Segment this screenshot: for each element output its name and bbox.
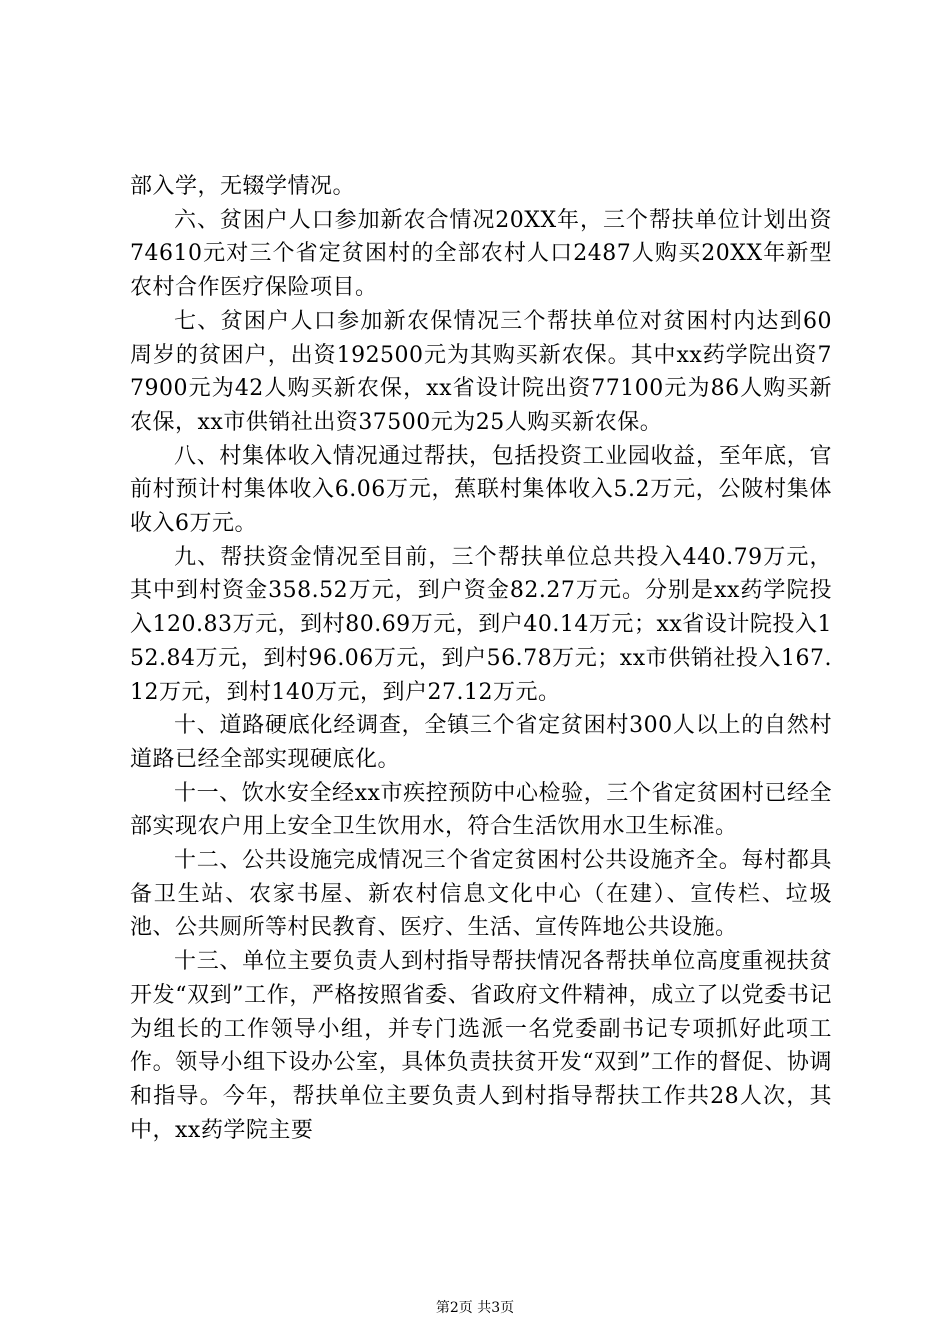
document-body [130,170,832,1147]
paragraph-item-6: 六、贫困户人口参加新农合情况20XX年，三个帮扶单位计划出资74610元对三个省定贫困村的全部农村人口2487人购买20XX年新型农村合作医疗保险项目。 [130,207,832,301]
paragraph-item-8: 八、村集体收入情况通过帮扶，包括投资工业园收益，至年底，官前村预计村集体收入6.06万元，蕉联村集体收入5.2万元，公陂村集体收入6万元。 [130,443,832,537]
paragraph-item-10: 十、道路硬底化经调查，全镇三个省定贫困村300人以上的自然村道路已经全部实现硬底化。 [130,713,832,772]
paragraph-item-12: 十二、公共设施完成情况三个省定贫困村公共设施齐全。每村都具备卫生站、农家书屋、新农村信息文化中心（在建）、宣传栏、垃圾池、公共厕所等村民教育、医疗、生活、宣传阵地公共设施。 [130,848,832,941]
paragraph-item-7: 七、贫困户人口参加新农保情况三个帮扶单位对贫困村内达到60周岁的贫困户，出资192500元为其购买新农保。其中xx药学院出资77900元为42人购买新农保，xx省设计院出资77100元为86人购买新农保，xx市供销社出资37500元为25人购买新农保。 [130,308,832,435]
paragraph-item-11: 十一、饮水安全经xx市疾控预防中心检验，三个省定贫困村已经全部实现农户用上安全卫生饮用水，符合生活饮用水卫生标准。 [130,780,832,840]
paragraph-item-9: 九、帮扶资金情况至目前，三个帮扶单位总共投入440.79万元，其中到村资金358.52万元，到户资金82.27万元。分别是xx药学院投入120.83万元，到村80.69万元，到户40.14万元；xx省设计院投入152.84万元，到村96.06万元，到户56.78万元；xx市供销社投入167.12万元，到村140万元，到户27.12万元。 [130,544,832,705]
page-number-footer: 第2页 共3页 [435,1300,515,1316]
paragraph-continuation: 部入学，无辍学情况。 [130,174,356,199]
paragraph-item-13: 十三、单位主要负责人到村指导帮扶情况各帮扶单位高度重视扶贫开发“双到”工作，严格按照省委、省政府文件精神，成立了以党委书记为组长的工作领导小组，并专门选派一名党委副书记专项抓好此项工作。领导小组下设办公室，具体负责扶贫开发“双到”工作的督促、协调和指导。今年，帮扶单位主要负责人到村指导帮扶工作共28人次，其中，xx药学院主要 [130,949,832,1143]
